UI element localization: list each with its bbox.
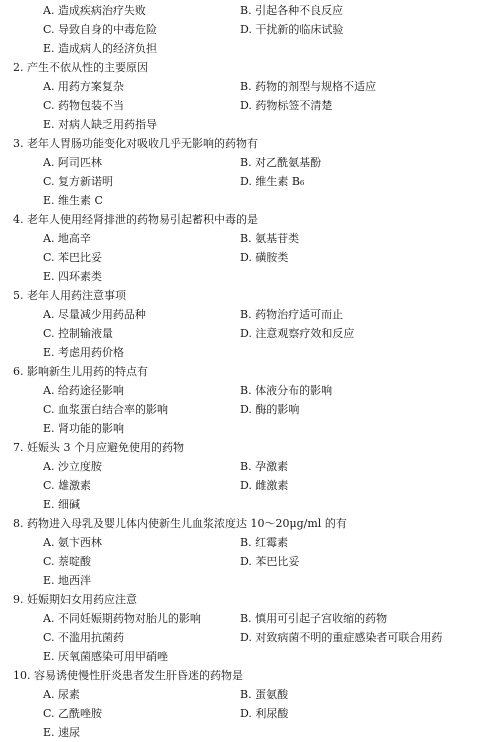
- option-row: [0, 305, 478, 324]
- answer-option: A. 尿素: [43, 688, 80, 701]
- answer-option: A. 氨卞西林: [43, 536, 102, 549]
- answer-option: A. 给药途径影响: [43, 384, 124, 397]
- answer-option: D. 对致病菌不明的重症感染者可联合用药: [240, 631, 443, 644]
- option-row: [0, 457, 478, 476]
- option-row: [0, 685, 478, 704]
- answer-option: C. 苯巴比妥: [43, 251, 103, 264]
- answer-option: D. 酶的影响: [240, 403, 300, 416]
- answer-option: B. 药物治疗适可而止: [240, 308, 344, 321]
- option-row: [0, 324, 478, 343]
- answer-option: B. 氨基苷类: [240, 232, 300, 245]
- option-row: [0, 153, 478, 172]
- option-row: [0, 723, 478, 742]
- option-row: [0, 39, 478, 58]
- answer-option: E. 地西泮: [43, 574, 92, 587]
- answer-option: A. 用药方案复杂: [43, 80, 124, 93]
- answer-option: C. 血浆蛋白结合率的影响: [43, 403, 169, 416]
- option-row: [0, 381, 478, 400]
- option-row: [0, 267, 478, 286]
- question-block: [0, 134, 478, 210]
- question-stem: 8. 药物进入母乳及婴儿体内使新生儿血浆浓度达 10～20μg/ml 的有: [13, 517, 347, 530]
- answer-option: A. 沙立度胺: [43, 460, 102, 473]
- option-row: [0, 400, 478, 419]
- answer-option: C. 复方新诺明: [43, 175, 114, 188]
- option-row: [0, 571, 478, 590]
- answer-option: E. 细碱: [43, 498, 81, 511]
- question-block: [0, 438, 478, 514]
- option-row: [0, 96, 478, 115]
- option-row: [0, 533, 478, 552]
- answer-option: A. 地高辛: [43, 232, 91, 245]
- question-block: [0, 58, 478, 134]
- question-block: [0, 514, 478, 590]
- answer-option: C. 不滥用抗菌药: [43, 631, 125, 644]
- question-stem: 2. 产生不依从性的主要原因: [13, 61, 148, 74]
- answer-option: E. 维生素 C: [43, 194, 103, 207]
- option-row: [0, 20, 478, 39]
- answer-option: D. 药物标签不清楚: [240, 99, 333, 112]
- answer-option: D. 磺胺类: [240, 251, 289, 264]
- option-row: [0, 609, 478, 628]
- option-row: [0, 248, 478, 267]
- answer-option: A. 不同妊娠期药物对胎儿的影响: [43, 612, 201, 625]
- answer-option: A. 阿司匹林: [43, 156, 102, 169]
- option-row: [0, 704, 478, 723]
- answer-option: E. 速尿: [43, 726, 81, 739]
- option-row: [0, 419, 478, 438]
- answer-option: E. 造成病人的经济负担: [43, 42, 158, 55]
- question-stem: 9. 妊娠期妇女用药应注意: [13, 593, 137, 606]
- question-stem: 5. 老年人用药注意事项: [13, 289, 126, 302]
- option-row: [0, 647, 478, 666]
- question-block: [0, 666, 478, 742]
- answer-option: E. 考虑用药价格: [43, 346, 125, 359]
- answer-option: E. 肾功能的影响: [43, 422, 125, 435]
- option-row: [0, 343, 478, 362]
- answer-option: A. 尽量减少用药品种: [43, 308, 146, 321]
- answer-option: C. 导致自身的中毒危险: [43, 23, 158, 36]
- answer-option: D. 利尿酸: [240, 707, 289, 720]
- question-block: [0, 286, 478, 362]
- answer-option: E. 四环素类: [43, 270, 103, 283]
- answer-option: D. 苯巴比妥: [240, 555, 300, 568]
- question-stem: 10. 容易诱使慢性肝炎患者发生肝昏迷的药物是: [13, 669, 243, 682]
- option-row: [0, 495, 478, 514]
- option-row: [0, 628, 478, 647]
- answer-option: C. 萘啶酸: [43, 555, 92, 568]
- answer-option: B. 红霉素: [240, 536, 289, 549]
- option-row: [0, 229, 478, 248]
- option-row: [0, 77, 478, 96]
- question-stem: 4. 老年人使用经肾排泄的药物易引起蓄积中毒的是: [13, 213, 258, 226]
- question-block: [0, 362, 478, 438]
- answer-option: B. 引起各种不良反应: [240, 4, 344, 17]
- option-row: [0, 1, 478, 20]
- answer-option: A. 造成疾病治疗失败: [43, 4, 146, 17]
- option-row: [0, 191, 478, 210]
- question-block: [0, 590, 478, 666]
- option-row: [0, 476, 478, 495]
- answer-option: D. 注意观察疗效和反应: [240, 327, 355, 340]
- option-row: [0, 115, 478, 134]
- answer-option: B. 孕激素: [240, 460, 289, 473]
- answer-option: C. 控制输液量: [43, 327, 114, 340]
- answer-option: B. 对乙酰氨基酚: [240, 156, 322, 169]
- question-stem: 7. 妊娠头 3 个月应避免使用的药物: [13, 441, 184, 454]
- answer-option: C. 药物包装不当: [43, 99, 125, 112]
- question-stem: 6. 影响新生儿用药的特点有: [13, 365, 148, 378]
- answer-option: D. 干扰新的临床试验: [240, 23, 344, 36]
- answer-option: B. 蛋氨酸: [240, 688, 289, 701]
- answer-option: D. 维生素 B₆: [240, 175, 305, 188]
- answer-option: B. 体液分布的影响: [240, 384, 333, 397]
- question-block: [0, 210, 478, 286]
- answer-option: B. 慎用可引起子宫收缩的药物: [240, 612, 388, 625]
- answer-option: D. 雌激素: [240, 479, 289, 492]
- answer-option: C. 乙酰唑胺: [43, 707, 103, 720]
- question-block: [0, 1, 478, 58]
- option-row: [0, 172, 478, 191]
- answer-option: B. 药物的剂型与规格不适应: [240, 80, 377, 93]
- question-stem: 3. 老年人胃肠功能变化对吸收几乎无影响的药物有: [13, 137, 258, 150]
- answer-option: E. 厌氧菌感染可用甲硝唑: [43, 650, 169, 663]
- answer-option: C. 雄激素: [43, 479, 92, 492]
- answer-option: E. 对病人缺乏用药指导: [43, 118, 158, 131]
- option-row: [0, 552, 478, 571]
